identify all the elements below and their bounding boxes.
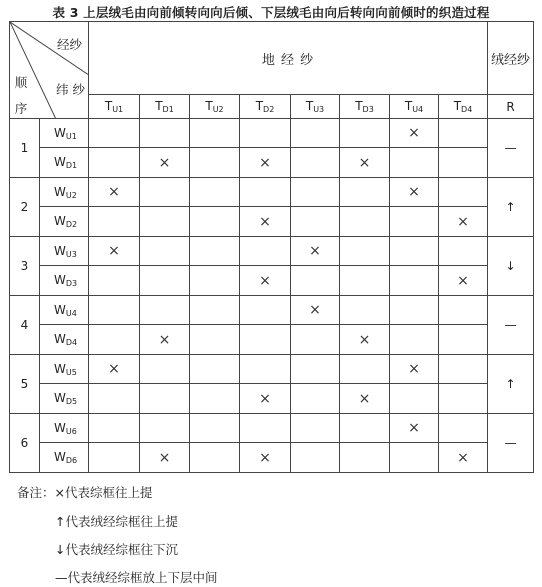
weft-label: W — [54, 361, 66, 376]
sequence-cell: 5 — [10, 355, 40, 414]
table-row — [10, 414, 534, 443]
ground-warp-col-header — [439, 95, 488, 119]
warp-lift-cell — [439, 414, 488, 443]
pile-warp-state-cell: — — [488, 414, 534, 473]
pile-warp-state-cell: — — [488, 119, 534, 178]
lift-mark: × — [158, 154, 171, 171]
lift-mark: × — [158, 331, 171, 348]
weaving-table — [9, 21, 534, 473]
warp-lift-cell — [140, 325, 190, 355]
warp-lift-cell — [390, 296, 439, 325]
table-row — [10, 325, 534, 355]
warp-lift-cell — [390, 237, 439, 266]
warp-lift-cell — [439, 325, 488, 355]
lift-mark: × — [108, 361, 120, 377]
warp-lift-cell — [340, 207, 390, 237]
warp-lift-cell — [240, 178, 291, 207]
warp-lift-cell — [439, 355, 488, 384]
warp-lift-cell — [89, 443, 140, 473]
weft-label: W — [54, 243, 66, 258]
warp-lift-cell — [140, 414, 190, 443]
note-line-1: 备注：×代表综框往上提 — [17, 485, 153, 500]
col-header-main: T — [305, 99, 314, 113]
lift-mark: × — [259, 449, 271, 466]
table-row — [10, 296, 534, 325]
warp-lift-cell — [240, 266, 291, 296]
weft-sub: U4 — [65, 308, 77, 318]
warp-lift-cell — [390, 207, 439, 237]
table-row — [10, 237, 534, 266]
col-header-sub: D2 — [263, 105, 275, 114]
warp-lift-cell — [439, 148, 488, 178]
warp-lift-cell — [240, 384, 291, 414]
ground-warp-col-header — [190, 95, 240, 119]
table-row — [10, 148, 534, 178]
warp-lift-cell — [291, 266, 340, 296]
warp-lift-cell — [140, 237, 190, 266]
warp-lift-cell — [390, 355, 439, 384]
warp-lift-cell — [89, 414, 140, 443]
weft-label: W — [54, 273, 66, 287]
warp-lift-cell — [390, 325, 439, 355]
warp-lift-cell — [190, 355, 240, 384]
note-line-3: ↓代表绒经综框往下沉 — [55, 542, 178, 557]
warp-lift-cell — [340, 355, 390, 384]
warp-lift-cell — [240, 237, 291, 266]
warp-lift-cell — [89, 207, 140, 237]
warp-lift-cell — [140, 355, 190, 384]
ground-warp-header: 地 经 纱 — [89, 22, 488, 95]
ground-warp-col-header — [340, 95, 390, 119]
warp-lift-cell — [240, 414, 291, 443]
weft-cell — [40, 355, 89, 384]
table-row — [10, 384, 534, 414]
ground-warp-col-header — [390, 95, 439, 119]
warp-lift-cell — [140, 266, 190, 296]
sequence-cell: 1 — [10, 119, 40, 178]
warp-lift-cell — [190, 266, 240, 296]
lift-mark: × — [259, 272, 271, 289]
pile-warp-col-header: R — [488, 95, 534, 119]
weft-sub: U5 — [65, 367, 77, 377]
warp-lift-cell — [340, 178, 390, 207]
warp-lift-cell — [89, 237, 140, 266]
warp-lift-cell — [340, 443, 390, 473]
warp-lift-cell — [439, 207, 488, 237]
ground-warp-col-header — [291, 95, 340, 119]
table-row — [10, 119, 534, 148]
lift-mark: × — [457, 213, 469, 230]
warp-lift-cell — [291, 355, 340, 384]
warp-lift-cell — [140, 207, 190, 237]
warp-lift-cell — [390, 178, 439, 207]
warp-lift-cell — [140, 178, 190, 207]
warp-lift-cell — [240, 296, 291, 325]
lift-mark: × — [408, 420, 420, 436]
lift-mark: × — [457, 449, 469, 466]
warp-lift-cell — [291, 443, 340, 473]
warp-lift-cell — [140, 119, 190, 148]
warp-lift-cell — [190, 296, 240, 325]
warp-lift-cell — [291, 296, 340, 325]
col-header-main: T — [104, 99, 113, 113]
weft-sub: U3 — [65, 249, 77, 259]
sequence-cell: 4 — [10, 296, 40, 355]
warp-lift-cell — [190, 384, 240, 414]
pile-warp-state-cell: — — [488, 296, 534, 355]
weft-sub: D2 — [65, 220, 78, 229]
warp-lift-cell — [439, 237, 488, 266]
lift-mark: × — [259, 390, 271, 407]
weft-sub: D6 — [65, 456, 78, 465]
lift-mark: × — [309, 243, 321, 259]
ground-warp-col-header — [140, 95, 190, 119]
warp-lift-cell — [89, 355, 140, 384]
pile-warp-state-cell: ↑ — [488, 178, 534, 237]
weft-sub: U1 — [65, 131, 77, 141]
lift-mark: × — [309, 302, 321, 318]
warp-lift-cell — [240, 119, 291, 148]
col-header-sub: D1 — [162, 105, 174, 114]
weft-sub: U6 — [65, 426, 77, 436]
weft-cell — [40, 119, 89, 148]
warp-lift-cell — [340, 148, 390, 178]
warp-lift-cell — [190, 237, 240, 266]
warp-lift-cell — [190, 207, 240, 237]
sequence-cell: 6 — [10, 414, 40, 473]
corner-warp-label: 经纱 — [56, 37, 82, 52]
lift-mark: × — [259, 213, 271, 230]
warp-lift-cell — [340, 119, 390, 148]
warp-lift-cell — [89, 325, 140, 355]
warp-lift-cell — [439, 296, 488, 325]
table-row — [10, 443, 534, 473]
warp-lift-cell — [439, 119, 488, 148]
warp-lift-cell — [291, 178, 340, 207]
col-header-sub: U2 — [212, 105, 224, 114]
col-header-main: T — [155, 99, 163, 113]
lift-mark: × — [108, 184, 120, 200]
weft-cell — [40, 296, 89, 325]
weft-cell — [40, 178, 89, 207]
col-header-main: T — [355, 99, 363, 113]
warp-lift-cell — [140, 443, 190, 473]
warp-lift-cell — [390, 443, 439, 473]
lift-mark: × — [358, 390, 371, 407]
warp-lift-cell — [340, 414, 390, 443]
lift-mark: × — [358, 331, 371, 348]
lift-mark: × — [358, 154, 371, 171]
warp-lift-cell — [340, 266, 390, 296]
warp-lift-cell — [240, 148, 291, 178]
lift-mark: × — [259, 154, 271, 171]
table-row — [10, 266, 534, 296]
weft-label: W — [54, 332, 66, 346]
warp-lift-cell — [291, 325, 340, 355]
lift-mark: × — [408, 361, 420, 377]
warp-lift-cell — [190, 325, 240, 355]
col-header-sub: D3 — [362, 105, 374, 114]
table-row — [10, 178, 534, 207]
warp-lift-cell — [140, 148, 190, 178]
pile-warp-state-cell: ↓ — [488, 237, 534, 296]
weft-label: W — [54, 391, 66, 405]
weft-label: W — [54, 155, 66, 169]
warp-lift-cell — [340, 296, 390, 325]
warp-lift-cell — [291, 414, 340, 443]
warp-lift-cell — [439, 384, 488, 414]
warp-lift-cell — [291, 237, 340, 266]
col-header-main: T — [255, 99, 264, 113]
sequence-cell: 2 — [10, 178, 40, 237]
warp-lift-cell — [439, 178, 488, 207]
weft-sub: U2 — [65, 190, 77, 200]
note-line-4: —代表绒经综框放上下层中间 — [55, 570, 218, 585]
pile-warp-state-cell: ↑ — [488, 355, 534, 414]
warp-lift-cell — [140, 296, 190, 325]
warp-lift-cell — [140, 384, 190, 414]
lift-mark: × — [408, 184, 420, 200]
warp-lift-cell — [291, 207, 340, 237]
warp-lift-cell — [190, 119, 240, 148]
weft-cell — [40, 384, 89, 414]
col-header-main: T — [404, 99, 413, 113]
weft-sub: D4 — [65, 338, 78, 347]
warp-lift-cell — [291, 119, 340, 148]
weft-cell — [40, 414, 89, 443]
warp-lift-cell — [240, 443, 291, 473]
header-corner-cell — [10, 22, 89, 119]
warp-lift-cell — [390, 414, 439, 443]
sequence-cell: 3 — [10, 237, 40, 296]
weft-cell — [40, 237, 89, 266]
ground-warp-col-header — [240, 95, 291, 119]
weft-cell — [40, 266, 89, 296]
lift-mark: × — [457, 272, 469, 289]
col-header-sub: U4 — [412, 105, 424, 114]
col-header-main: T — [453, 99, 462, 113]
warp-lift-cell — [89, 119, 140, 148]
weft-cell — [40, 443, 89, 473]
table-row — [10, 207, 534, 237]
warp-lift-cell — [340, 325, 390, 355]
warp-lift-cell — [390, 119, 439, 148]
weft-cell — [40, 148, 89, 178]
weft-cell — [40, 325, 89, 355]
lift-mark: × — [108, 243, 120, 259]
weft-label: W — [54, 420, 66, 435]
weft-label: W — [54, 302, 66, 317]
col-header-sub: U3 — [313, 105, 325, 114]
lift-mark: × — [408, 125, 420, 141]
warp-lift-cell — [240, 207, 291, 237]
ground-warp-col-header — [89, 95, 140, 119]
warp-lift-cell — [390, 384, 439, 414]
weft-sub: D1 — [65, 161, 78, 170]
warp-lift-cell — [390, 148, 439, 178]
corner-weft-label: 纬 纱 — [56, 82, 85, 97]
weft-label: W — [54, 125, 66, 140]
warp-lift-cell — [439, 443, 488, 473]
warp-lift-cell — [340, 384, 390, 414]
weft-label: W — [54, 184, 66, 199]
warp-lift-cell — [190, 148, 240, 178]
table-caption: 表 3 上层绒毛由向前倾转向向后倾、下层绒毛由向后转向向前倾时的织造过程 — [52, 5, 490, 20]
note-line-2: ↑代表绒经综框往上提 — [55, 514, 178, 529]
warp-lift-cell — [190, 443, 240, 473]
weft-cell — [40, 207, 89, 237]
pile-warp-header: 绒经纱 — [488, 22, 534, 95]
table-row — [10, 355, 534, 384]
warp-lift-cell — [89, 148, 140, 178]
warp-lift-cell — [340, 237, 390, 266]
warp-lift-cell — [390, 266, 439, 296]
warp-lift-cell — [291, 384, 340, 414]
weft-label: W — [54, 214, 66, 228]
warp-lift-cell — [439, 266, 488, 296]
warp-lift-cell — [89, 178, 140, 207]
warp-lift-cell — [190, 178, 240, 207]
warp-lift-cell — [240, 325, 291, 355]
warp-lift-cell — [240, 355, 291, 384]
warp-lift-cell — [89, 296, 140, 325]
weft-sub: D3 — [65, 279, 78, 288]
warp-lift-cell — [190, 414, 240, 443]
col-header-main: T — [205, 99, 213, 113]
warp-lift-cell — [291, 148, 340, 178]
weft-label: W — [54, 450, 66, 464]
lift-mark: × — [158, 449, 171, 466]
corner-order-label: 顺 序 — [14, 75, 28, 116]
weft-sub: D5 — [65, 397, 78, 406]
warp-lift-cell — [89, 384, 140, 414]
warp-lift-cell — [89, 266, 140, 296]
col-header-sub: D4 — [461, 105, 473, 114]
col-header-sub: U1 — [112, 105, 124, 114]
